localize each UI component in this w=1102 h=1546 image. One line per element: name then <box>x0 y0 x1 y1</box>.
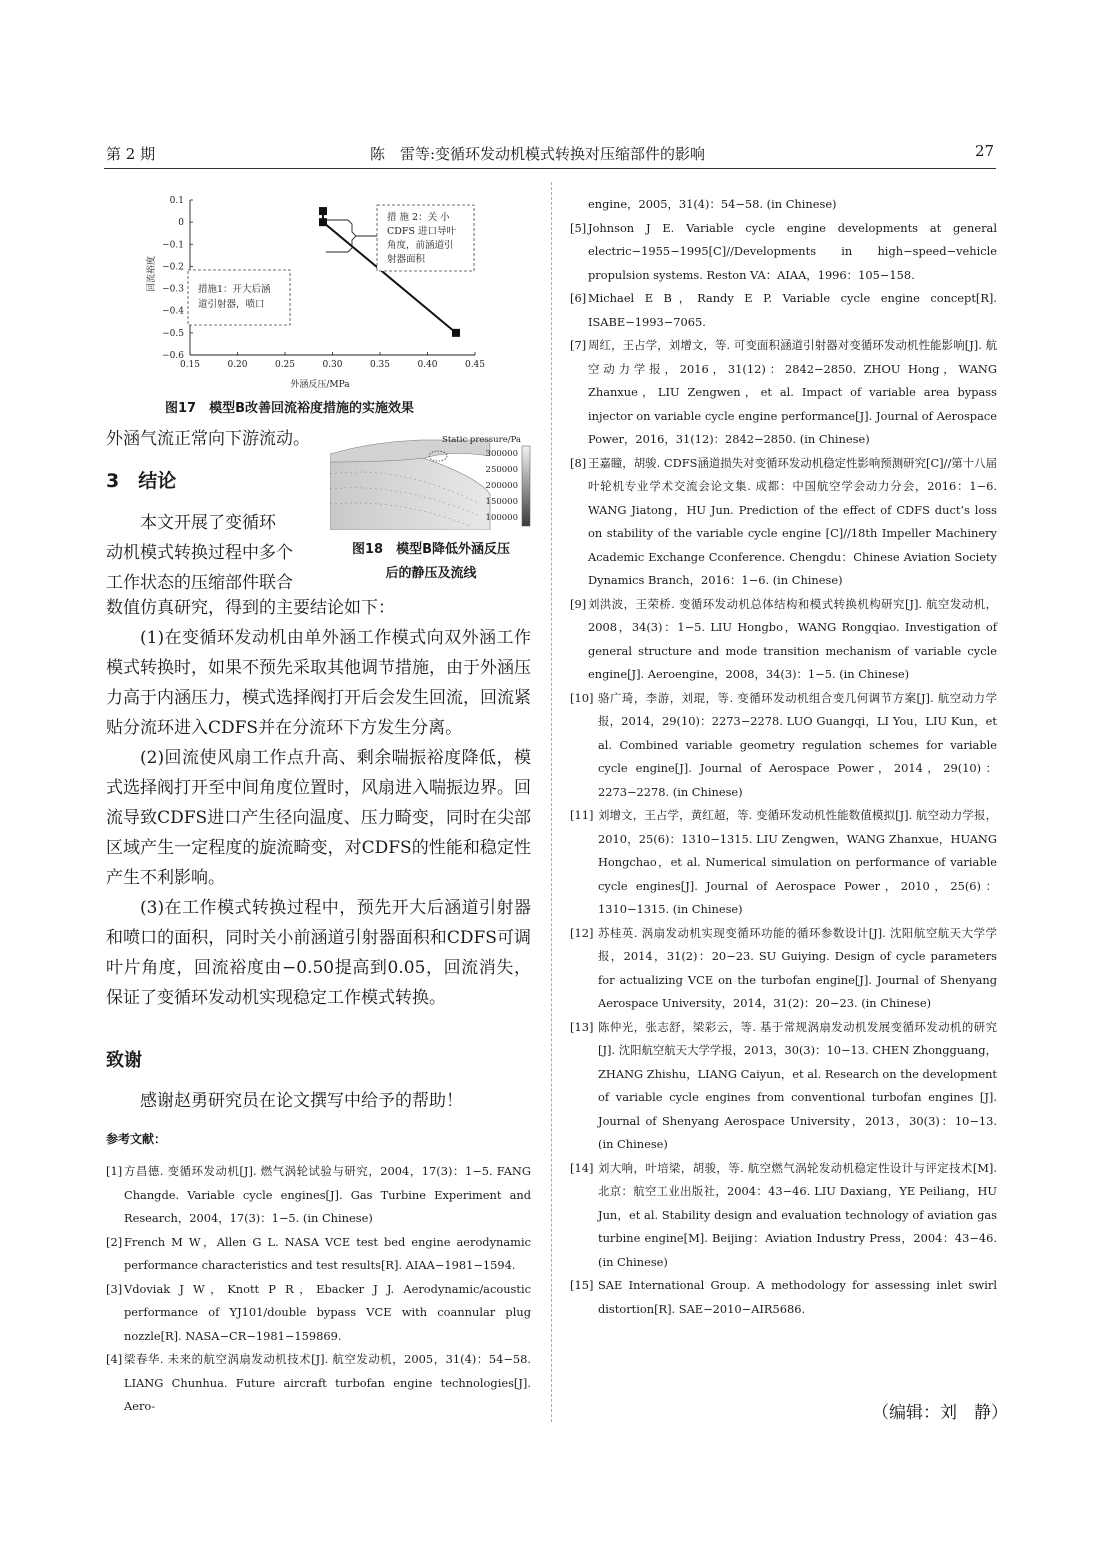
reference-text: Michael E B，Randy E P. Variable cycle engine concept[R]. ISABE−1993−7065. <box>588 291 997 329</box>
reference-number: [5] <box>570 220 587 235</box>
paragraph: (1)在变循环发动机由单外涵工作模式向双外涵工作模式转换时，如果不预先采取其他调节措施，由于外涵压力高于内涵压力，模式选择阀打开后会发生回流，回流紧贴分流环进入CDFS并在分流环下方发生分离。 <box>106 628 531 738</box>
reference-item <box>106 1160 531 1231</box>
reference-item <box>570 452 997 593</box>
y-tick-label: −0.2 <box>162 262 184 273</box>
references-heading: 参考文献： <box>106 1132 167 1146</box>
reference-text: French M W，Allen G L. NASA VCE test bed engine aerodynamic performance characteristics and test results[R]. AIAA−1981−1594. <box>124 1234 531 1272</box>
reference-item <box>106 1231 531 1278</box>
reference-number: [2] <box>106 1234 123 1249</box>
reference-text: 周红，王占学，刘增文，等. 可变面积涵道引射器对变循环发动机性能影响[J]. 航空动力学报，2016，31(12)：2842−2850. ZHOU Hong，WANG Zhanxue，LIU Zengwen，et al. Impact of variable area bypass injector on variable cycle engine performance[J]. Journal of Aerospace Power，2016，31(12)：2842−2850. (in Chinese) <box>588 338 997 446</box>
figure18-legend-value: 250000 <box>485 465 518 475</box>
figure17-note2-line2: CDFS 进口导叶 <box>387 226 457 237</box>
reference-item <box>570 922 997 1016</box>
figure18-image <box>330 434 532 530</box>
reference-number: [15] <box>570 1278 594 1292</box>
reference-item <box>570 217 997 288</box>
acknowledgement-heading: 致谢 <box>106 1050 142 1071</box>
reference-text: Johnson J E. Variable cycle engine developments at general electric−1955−1995[C]//Developments in high−speed−vehicle propulsion systems. Reston VA：AIAA，1996：105−158. <box>588 220 997 282</box>
editor-credit: （编辑：刘 静） <box>872 1403 1008 1423</box>
figure17-ylabel: 回流裕度 <box>147 255 157 293</box>
reference-item <box>570 804 997 922</box>
figure18-legend-bar <box>522 446 530 526</box>
text-line: 本文开展了变循环 <box>140 513 276 533</box>
figure18-caption-line2: 后的静压及流线 <box>385 566 477 581</box>
reference-item <box>570 687 997 805</box>
data-point <box>319 218 327 226</box>
reference-item <box>106 1278 531 1349</box>
reference-text: 陈仲光，张志舒，梁彩云，等. 基于常规涡扇发动机发展变循环发动机的研究[J]. 沈阳航空航天大学学报，2013，30(3)：10−13. CHEN Zhongguang，ZHANG Zhishu，LIANG Caiyun，et al. Research on the development of variable cycle engines from conventional turbofan engines [J]. Journal of Shenyang Aerospace University，2013，30(3)：10−13. (in Chinese) <box>598 1019 997 1151</box>
x-tick-label: 0.30 <box>322 360 343 370</box>
reference-number: [14] <box>570 1160 594 1175</box>
x-tick-label: 0.40 <box>417 360 438 370</box>
figure17-note2-line1: 措 施 2：关 小 <box>387 212 450 223</box>
section-heading: 3 结论 <box>106 470 177 492</box>
figure18-caption-line1: 图18 模型B降低外涵反压 <box>352 542 510 557</box>
figure18-caption <box>330 538 532 586</box>
reference-item <box>570 593 997 687</box>
data-point <box>452 329 460 337</box>
reference-number: [6] <box>570 291 587 305</box>
paragraph: (3)在工作模式转换过程中，预先开大后涵道引射器和喷口的面积，同时关小前涵道引射器面积和CDFS可调叶片角度，回流裕度由−0.50提高到0.05，回流消失，保证了变循环发动机实现稳定工作模式转换。 <box>106 898 531 1008</box>
reference-number: [10] <box>570 690 594 705</box>
reference-text: 王嘉瞳，胡骏. CDFS涵道损失对变循环发动机稳定性影响预测研究[C]//第十八届叶轮机专业学术交流会论文集. 成都：中国航空学会动力分会，2016：1−6. WANG Jiatong，HU Jun. Prediction of the effect of CDFS duct’s loss on stability of the variable cycle engine [C]//18th Impeller Machinery Academic Exchange Cconference. Chengdu：Chinese Aviation Society Dynamics Branch，2016：1−6. (in Chinese) <box>588 455 997 587</box>
lead-paragraph: 外涵气流正常向下游流动。 <box>106 429 310 449</box>
reference-item <box>570 287 997 334</box>
reference-text: 刘洪波，王荣桥. 变循环发动机总体结构和模式转换机构研究[J]. 航空发动机，2008，34(3)：1−5. LIU Hongbo，WANG Rongqiao. Investigation of general structure and mode transition mechanism of variable cycle engine[J]. Aeroengine，2008，34(3)：1−5. (in Chinese) <box>588 596 997 681</box>
reference-item <box>106 1348 531 1419</box>
journal-issue: 第 2 期 <box>106 145 156 163</box>
column-divider <box>551 182 552 1422</box>
references-right <box>570 193 997 1321</box>
x-tick-label: 0.15 <box>179 360 201 370</box>
reference-item <box>570 334 997 452</box>
figure17-note1-line2: 道引射器，喷口 <box>198 299 265 310</box>
x-tick-label: 0.20 <box>227 360 248 370</box>
x-tick-label: 0.25 <box>274 360 296 370</box>
y-tick-label: −0.4 <box>162 306 184 317</box>
figure17-caption: 图17 模型B改善回流裕度措施的实施效果 <box>165 401 414 416</box>
y-tick-label: 0.1 <box>169 196 184 206</box>
figure17-note1-box <box>188 270 290 325</box>
reference-number: [1] <box>106 1164 123 1178</box>
y-tick-label: −0.3 <box>162 284 184 295</box>
running-title: 陈 雷等:变循环发动机模式转换对压缩部件的影响 <box>370 145 706 163</box>
y-tick-label: −0.6 <box>162 351 184 361</box>
reference-text: 骆广琦，李游，刘琨，等. 变循环发动机组合变几何调节方案[J]. 航空动力学报，2014，29(10)：2273−2278. LUO Guangqi，LI You，LIU Kun，et al. Combined variable geometry regulation schemes for variable cycle engine[J]. Journal of Aerospace Power，2014，29(10)：2273−2278. (in Chinese) <box>598 690 997 799</box>
reference-number: [3] <box>106 1281 123 1296</box>
reference-item <box>570 1157 997 1275</box>
reference-item <box>570 1016 997 1157</box>
reference-number: [12] <box>570 925 594 940</box>
reference-text: 刘增文，王占学，黄红超，等. 变循环发动机性能数值模拟[J]. 航空动力学报，2010，25(6)：1310−1315. LIU Zengwen，WANG Zhanxue，HUANG Hongchao，et al. Numerical simulation on performance of variable cycle engines[J]. Journal of Aerospace Power，2010，25(6)：1310−1315. (in Chinese) <box>598 808 997 916</box>
references-left <box>106 1160 531 1419</box>
y-tick-label: −0.5 <box>162 328 184 339</box>
paragraph: 数值仿真研究，得到的主要结论如下： <box>106 598 395 618</box>
reference-number: [11] <box>570 808 594 822</box>
reference-text: Vdoviak J W，Knott P R，Ebacker J J. Aerodynamic/acoustic performance of YJ101/double bypass VCE with coannular plug nozzle[R]. NASA−CR−1981−159869. <box>124 1281 531 1343</box>
reference-text: 苏桂英. 涡扇发动机实现变循环功能的循环参数设计[J]. 沈阳航空航天大学学报，2014，31(2)：20−23. SU Guiying. Design of cycle parameters for actualizing VCE on the turbofan engine[J]. Journal of Shenyang Aerospace University，2014，31(2)：20−23. (in Chinese) <box>598 925 997 1010</box>
reference-number: [9] <box>570 596 587 611</box>
figure18-legend-value: 200000 <box>485 481 518 491</box>
figure17-xlabel: 外涵反压/MPa <box>290 380 350 390</box>
reference-number: [8] <box>570 455 587 470</box>
reference-continuation: engine，2005，31(4)：54−58. (in Chinese) <box>588 197 837 211</box>
reference-number: [7] <box>570 338 587 352</box>
figure17-note2-line4: 射器面积 <box>387 254 426 265</box>
figure17-note1-line1: 措施1：开大后涵 <box>198 284 271 295</box>
y-tick-label: 0 <box>178 218 184 229</box>
figure18-legend-value: 150000 <box>485 497 518 507</box>
figure17-chart <box>130 190 490 395</box>
acknowledgement-text: 感谢赵勇研究员在论文撰写中给予的帮助！ <box>140 1091 463 1111</box>
x-tick-label: 0.35 <box>369 360 391 370</box>
reference-text: 方昌德. 变循环发动机[J]. 燃气涡轮试验与研究，2004，17(3)：1−5. FANG Changde. Variable cycle engines[J]. Gas Turbine Experiment and Research，2004，17(3)：1−5. (in Chinese) <box>124 1164 531 1225</box>
wrapped-text <box>106 508 321 598</box>
page-number: 27 <box>975 142 995 160</box>
reference-item <box>570 1274 997 1321</box>
conclusion-body <box>106 593 531 1013</box>
paragraph: (2)回流使风扇工作点升高、剩余喘振裕度降低，模式选择阀打开至中间角度位置时，风扇进入喘振边界。回流导致CDFS进口产生径向温度、压力畸变，同时在尖部区域产生一定程度的旋流畸变，对CDFS的性能和稳定性产生不利影响。 <box>106 748 531 888</box>
y-tick-label: −0.1 <box>162 240 184 251</box>
x-tick-label: 0.45 <box>464 360 486 370</box>
reference-number: [13] <box>570 1019 594 1034</box>
figure18-legend-title: Static pressure/Pa <box>442 435 521 445</box>
reference-text: SAE International Group. A methodology for assessing inlet swirl distortion[R]. SAE−2010−AIR5686. <box>598 1278 997 1316</box>
figure18-legend-value: 300000 <box>485 449 518 459</box>
figure17-note2-line3: 角度，前涵道引 <box>387 240 454 251</box>
figure18-legend-value: 100000 <box>485 513 518 523</box>
reference-text: 梁春华. 未来的航空涡扇发动机技术[J]. 航空发动机，2005，31(4)：54−58. LIANG Chunhua. Future aircraft turbofan engine technologies[J]. Aero- <box>124 1352 531 1413</box>
text-line: 动机模式转换过程中多个 <box>106 543 293 563</box>
reference-text: 刘大响，叶培梁，胡骏，等. 航空燃气涡轮发动机稳定性设计与评定技术[M]. 北京：航空工业出版社，2004：43−46. LIU Daxiang，YE Peiliang，HU Jun，et al. Stability design and evaluation technology of aviation gas turbine engine[M]. Beijing：Aviation Industry Press，2004：43−46. (in Chinese) <box>598 1160 997 1269</box>
text-line: 工作状态的压缩部件联合 <box>106 573 293 593</box>
data-point <box>319 207 327 215</box>
header-rule <box>104 168 996 169</box>
reference-number: [4] <box>106 1352 123 1366</box>
